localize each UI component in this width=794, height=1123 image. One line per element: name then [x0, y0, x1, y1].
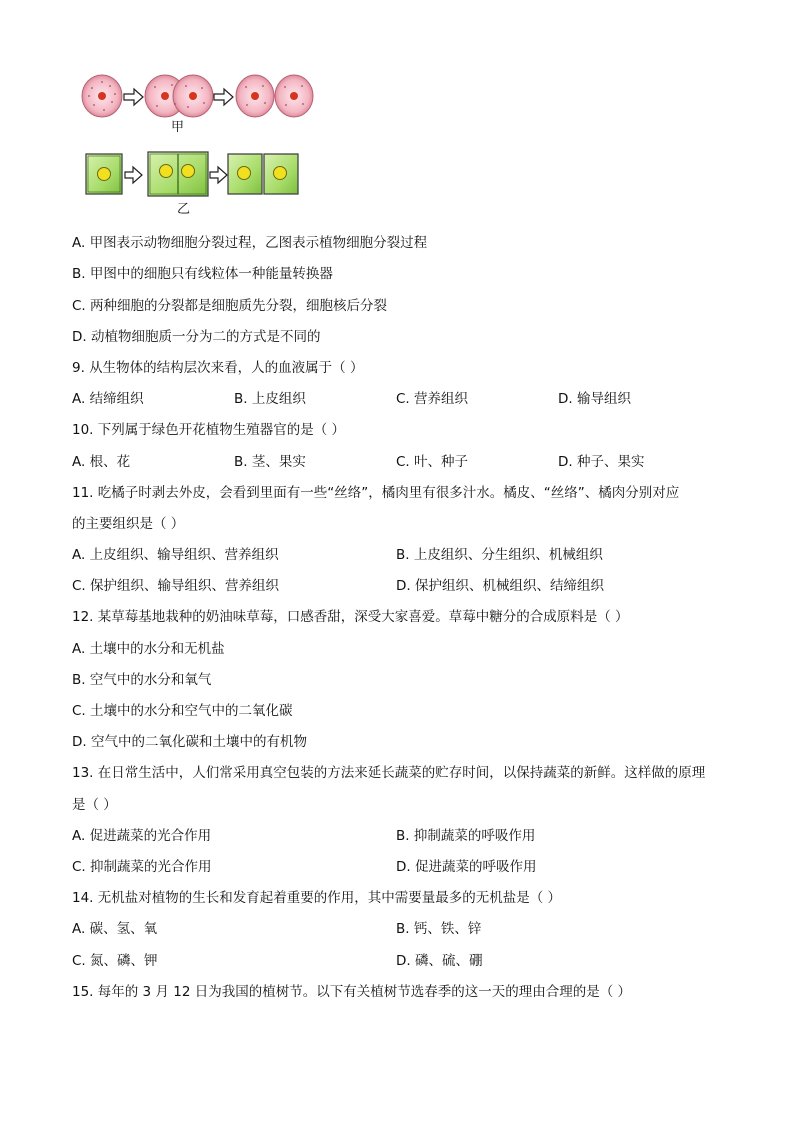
q8-option-d: D. 动植物细胞质一分为二的方式是不同的: [72, 329, 321, 345]
q11-option-c: C. 保护组织、输导组织、营养组织: [72, 578, 280, 594]
q8-option-a: A. 甲图表示动物细胞分裂过程，乙图表示植物细胞分裂过程: [72, 235, 428, 251]
q9-option-c: C. 营养组织: [396, 391, 469, 407]
q14-option-a: A. 碳、氢、氧: [72, 921, 158, 937]
q9-stem: 9. 从生物体的结构层次来看，人的血液属于（ ）: [72, 360, 364, 376]
q11-option-a: A. 上皮组织、输导组织、营养组织: [72, 547, 279, 563]
q12-stem: 12. 某草莓基地栽种的奶油味草莓，口感香甜，深受大家喜爱。草莓中糖分的合成原料是（ ）: [72, 609, 629, 625]
plant-cell-before: [86, 154, 122, 194]
q8-option-b: B. 甲图中的细胞只有线粒体一种能量转换器: [72, 266, 333, 282]
q10-option-a: A. 根、花: [72, 454, 131, 470]
q11-stem: 11. 吃橘子时剥去外皮，会看到里面有一些“丝络”，橘肉里有很多汁水。橘皮、“丝络”、橘肉分别对应: [72, 485, 680, 501]
q14-option-d: D. 磷、硫、硼: [396, 953, 483, 969]
q14-option-c: C. 氮、磷、钾: [72, 953, 158, 969]
q10-option-d: D. 种子、果实: [558, 454, 645, 470]
q9-option-d: D. 输导组织: [558, 391, 631, 407]
q9-option-a: A. 结缔组织: [72, 391, 144, 407]
q10-option-c: C. 叶、种子: [396, 454, 469, 470]
q11-option-b: B. 上皮组织、分生组织、机械组织: [396, 547, 603, 563]
q13-option-b: B. 抑制蔬菜的呼吸作用: [396, 828, 536, 844]
q13-stem-cont: 是（ ）: [72, 797, 117, 813]
plant-cell-dividing: [148, 152, 208, 196]
plant-cells-after: [228, 154, 298, 194]
animal-cell-before: [82, 75, 122, 117]
q13-option-c: C. 抑制蔬菜的光合作用: [72, 859, 212, 875]
q9-option-b: B. 上皮组织: [234, 391, 306, 407]
animal-cell-division-diagram: [80, 72, 320, 122]
q12-option-d: D. 空气中的二氧化碳和土壤中的有机物: [72, 734, 307, 750]
plant-cell-division-diagram: [82, 150, 302, 202]
arrow-icon: [214, 89, 233, 105]
animal-cell-dividing: [145, 75, 213, 117]
q10-stem: 10. 下列属于绿色开花植物生殖器官的是（ ）: [72, 422, 346, 438]
arrow-icon: [125, 167, 142, 183]
q11-stem-cont: 的主要组织是（ ）: [72, 516, 185, 532]
q11-option-d: D. 保护组织、机械组织、结缔组织: [396, 578, 604, 594]
arrow-icon: [124, 89, 143, 105]
q12-option-c: C. 土壤中的水分和空气中的二氧化碳: [72, 703, 293, 719]
q12-option-a: A. 土壤中的水分和无机盐: [72, 641, 225, 657]
animal-cells-after: [236, 75, 313, 117]
q15-stem: 15. 每年的 3 月 12 日为我国的植树节。以下有关植树节选春季的这一天的理由合理的是（ ）: [72, 984, 631, 1000]
q14-option-b: B. 钙、铁、锌: [396, 921, 482, 937]
q10-option-b: B. 茎、果实: [234, 454, 306, 470]
q13-option-a: A. 促进蔬菜的光合作用: [72, 828, 212, 844]
q13-option-d: D. 促进蔬菜的呼吸作用: [396, 859, 537, 875]
q8-option-c: C. 两种细胞的分裂都是细胞质先分裂，细胞核后分裂: [72, 298, 388, 314]
q12-option-b: B. 空气中的水分和氧气: [72, 672, 212, 688]
arrow-icon: [210, 167, 227, 183]
figure-label-jia: 甲: [171, 120, 185, 135]
figure-label-yi: 乙: [177, 202, 191, 217]
q14-stem: 14. 无机盐对植物的生长和发育起着重要的作用，其中需要量最多的无机盐是（ ）: [72, 890, 562, 906]
q13-stem: 13. 在日常生活中，人们常采用真空包装的方法来延长蔬菜的贮存时间，以保持蔬菜的新鲜。这样做的原理: [72, 765, 706, 781]
